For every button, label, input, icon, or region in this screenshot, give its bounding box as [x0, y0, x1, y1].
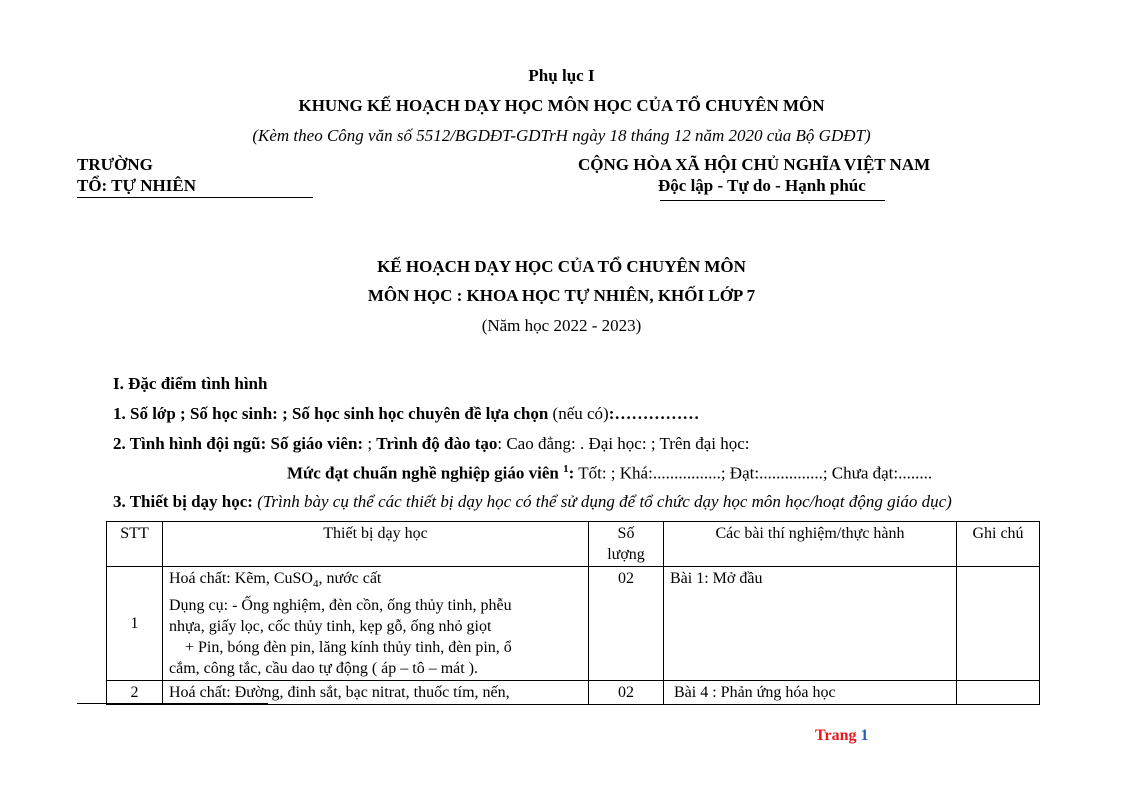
row-lesson: Bài 4 : Phản ứng hóa học — [664, 681, 957, 705]
equipment-table — [106, 521, 1040, 705]
row-lesson: Bài 1: Mở đầu — [664, 567, 957, 681]
training-level-label: Trình độ đào tạo — [376, 434, 498, 453]
staff-line — [113, 434, 750, 454]
tools-line-1: Dụng cụ: - Ống nghiệm, đèn cồn, ống thủy tinh, phễu — [169, 597, 512, 615]
table-header-row — [107, 522, 1040, 567]
row-equipment: Hoá chất: Đường, đinh sắt, bạc nitrat, thuốc tím, nến, — [163, 681, 589, 705]
header-quantity — [589, 522, 664, 567]
header-lessons: Các bài thí nghiệm/thực hành — [664, 522, 957, 567]
tools-line-3: + Pin, bóng đèn pin, lăng kính thủy tinh, đèn pin, ổ — [169, 639, 512, 657]
equipment-description: (Trình bày cụ thể các thiết bị dạy học có thể sử dụng để tổ chức dạy học môn học/hoạt động giáo dục) — [252, 492, 952, 511]
tools-line-4: cắm, công tắc, cầu dao tự động ( áp – tô – mát ). — [169, 660, 479, 678]
frame-title: KHUNG KẾ HOẠCH DẠY HỌC MÔN HỌC CỦA TỔ CHUYÊN MÔN — [298, 96, 825, 115]
footnote-marker: 1 — [563, 463, 569, 475]
teacher-count-sep: ; — [363, 434, 377, 453]
row-quantity: 02 — [589, 567, 664, 681]
school-label: TRƯỜNG — [77, 155, 153, 174]
row-note — [957, 567, 1040, 681]
header-quantity-line2: lượng — [607, 546, 645, 563]
group-label: TỔ: TỰ NHIÊN — [77, 176, 197, 195]
standard-values: Tốt: ; Khá:................; Đạt:...............; Chưa đạt:........ — [574, 463, 933, 483]
page-number — [815, 727, 868, 745]
row-equipment — [163, 567, 589, 681]
row-quantity: 02 — [589, 681, 664, 705]
table-row — [107, 567, 1040, 681]
optional-note: (nếu có) — [548, 404, 609, 423]
chemicals-line — [169, 568, 582, 595]
plan-title: KẾ HOẠCH DẠY HỌC CỦA TỔ CHUYÊN MÔN — [377, 257, 746, 276]
row-stt: 2 — [107, 681, 163, 705]
standard-colon: : — [568, 463, 575, 483]
appendix-label: Phụ lục I — [528, 66, 595, 85]
equipment-label: 3. Thiết bị dạy học: — [113, 492, 253, 511]
class-count-line — [113, 404, 699, 424]
motto-underline — [660, 200, 885, 201]
motto-label: Độc lập - Tự do - Hạnh phúc — [658, 176, 866, 195]
header-stt: STT — [107, 522, 163, 567]
page-number-value: 1 — [860, 727, 869, 744]
standard-line — [287, 463, 932, 484]
chemicals-text: Hoá chất: Kẽm, CuSO — [169, 570, 313, 587]
header-equipment: Thiết bị dạy học — [163, 522, 589, 567]
section-heading: I. Đặc điểm tình hình — [113, 374, 268, 393]
plan-subject: MÔN HỌC : KHOA HỌC TỰ NHIÊN, KHỐI LỚP 7 — [367, 286, 756, 305]
plan-school-year: (Năm học 2022 - 2023) — [481, 316, 642, 335]
equipment-line — [113, 492, 952, 512]
group-underline — [77, 197, 313, 198]
teacher-count-label: 2. Tình hình đội ngũ: Số giáo viên: — [113, 434, 364, 453]
chemicals-suffix: , nước cất — [318, 570, 382, 587]
standard-label: Mức đạt chuẩn nghề nghiệp giáo viên — [287, 463, 564, 483]
tools-line-2: nhựa, giấy lọc, cốc thủy tinh, kẹp gỗ, ống nhỏ giọt — [169, 618, 492, 636]
page-label: Trang — [815, 727, 861, 744]
training-level-values: : Cao đẳng: . Đại học: ; Trên đại học: — [497, 434, 750, 453]
header-quantity-line1: Số — [617, 525, 635, 542]
chemical-subscript: 4 — [312, 578, 319, 591]
row-stt: 1 — [107, 567, 163, 681]
nation-label: CỘNG HÒA XÃ HỘI CHỦ NGHĨA VIỆT NAM — [578, 155, 931, 174]
footnote-separator — [77, 703, 268, 704]
fill-dots: :…………… — [608, 404, 700, 423]
attachment-note: (Kèm theo Công văn số 5512/BGDĐT-GDTrH ngày 18 tháng 12 năm 2020 của Bộ GDĐT) — [252, 126, 871, 145]
header-notes: Ghi chú — [957, 522, 1040, 567]
class-count-text: 1. Số lớp ; Số học sinh: ; Số học sinh học chuyên đề lựa chọn — [113, 404, 549, 423]
table-row — [107, 681, 1040, 705]
row-note — [957, 681, 1040, 705]
